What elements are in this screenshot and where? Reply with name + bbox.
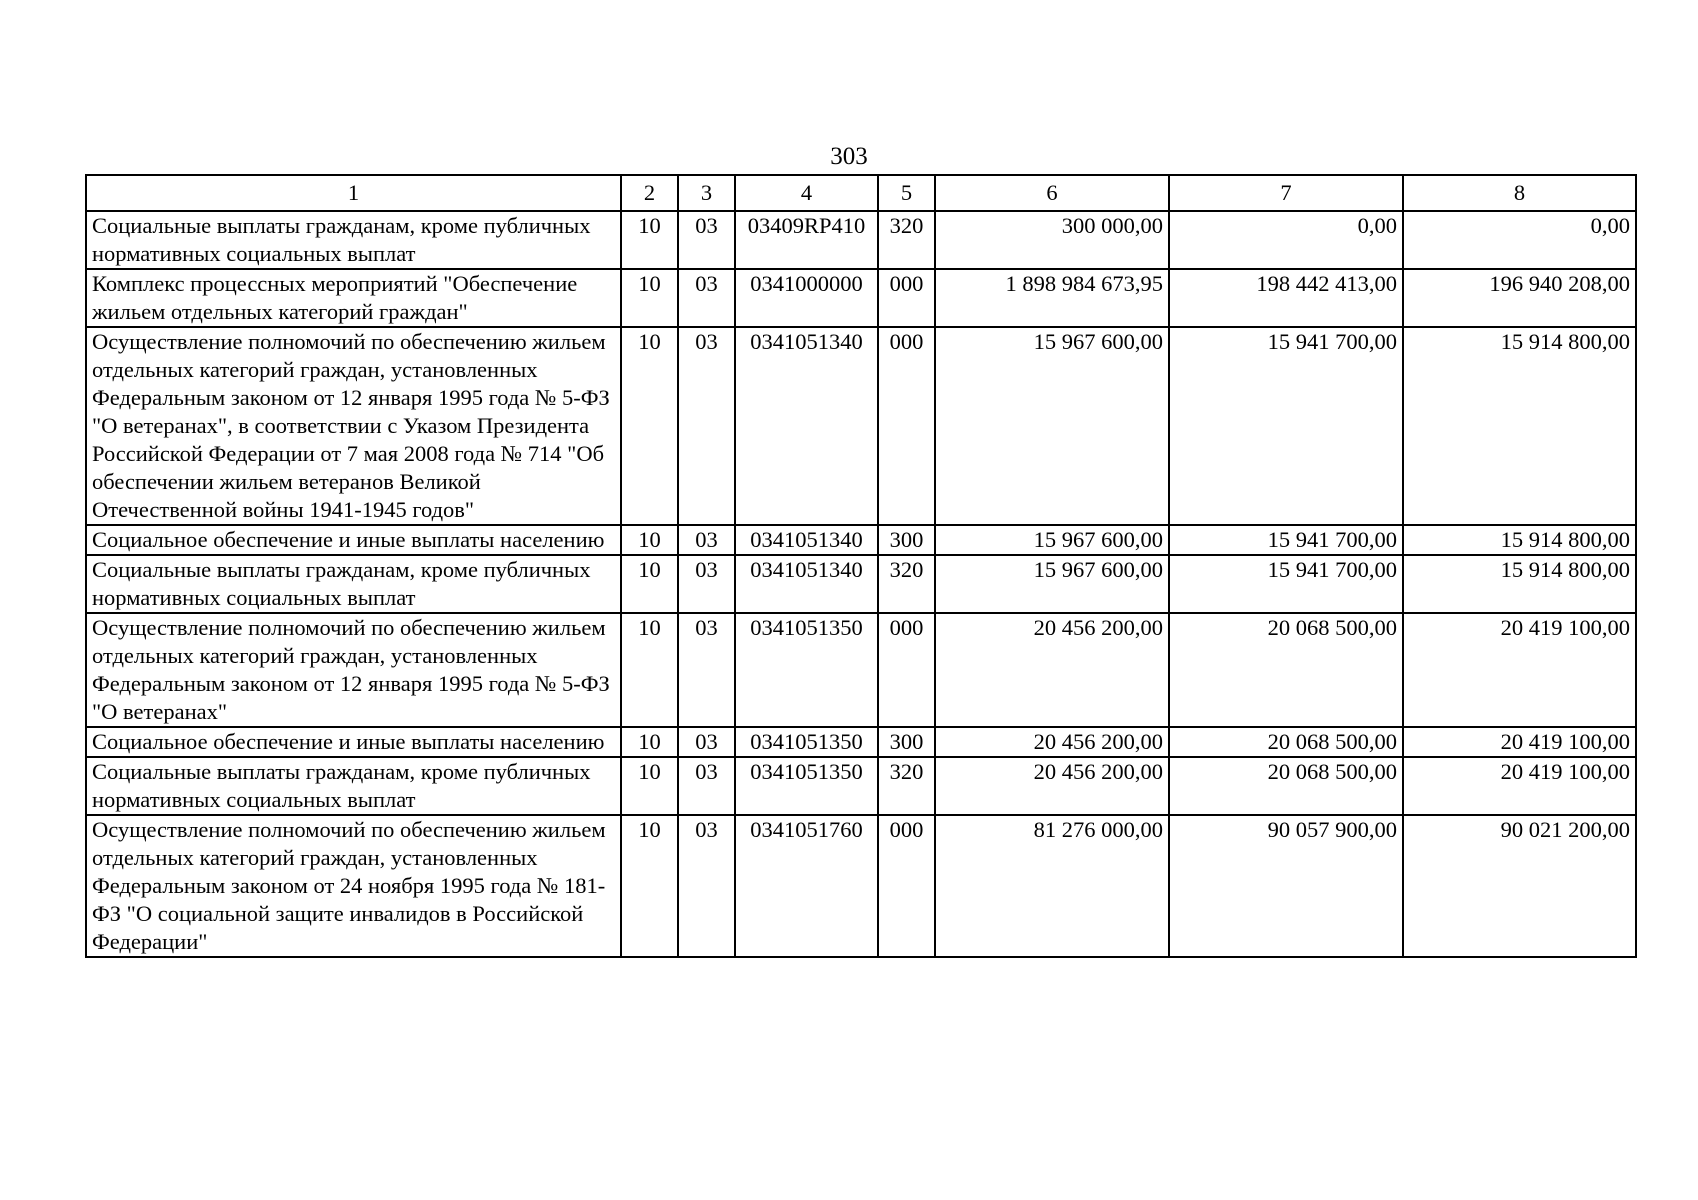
row-name: Социальные выплаты гражданам, кроме публичных нормативных социальных выплат [86, 757, 621, 815]
subsection-code: 03 [678, 269, 735, 327]
amount-col-6: 15 967 600,00 [935, 525, 1169, 555]
row-name: Социальные выплаты гражданам, кроме публичных нормативных социальных выплат [86, 211, 621, 269]
amount-col-8: 0,00 [1403, 211, 1636, 269]
table-row [86, 327, 1636, 525]
table-row [86, 815, 1636, 957]
expense-type-code: 000 [878, 269, 935, 327]
table-row [86, 269, 1636, 327]
target-article-code: 03409RP410 [735, 211, 878, 269]
column-header-4: 4 [735, 175, 878, 211]
table-row [86, 757, 1636, 815]
subsection-code: 03 [678, 525, 735, 555]
amount-col-7: 15 941 700,00 [1169, 327, 1403, 525]
section-code: 10 [621, 327, 678, 525]
expense-type-code: 300 [878, 727, 935, 757]
section-code: 10 [621, 211, 678, 269]
amount-col-7: 15 941 700,00 [1169, 525, 1403, 555]
amount-col-8: 90 021 200,00 [1403, 815, 1636, 957]
row-name: Осуществление полномочий по обеспечению жильем отдельных категорий граждан, установленных Федеральным законом от 24 ноября 1995 года № 181-ФЗ "О социальной защите инвалидов в Российской Федерации" [86, 815, 621, 957]
section-code: 10 [621, 525, 678, 555]
column-header-5: 5 [878, 175, 935, 211]
column-header-6: 6 [935, 175, 1169, 211]
target-article-code: 0341000000 [735, 269, 878, 327]
column-header-8: 8 [1403, 175, 1636, 211]
section-code: 10 [621, 727, 678, 757]
row-name: Социальные выплаты гражданам, кроме публичных нормативных социальных выплат [86, 555, 621, 613]
section-code: 10 [621, 815, 678, 957]
column-header-2: 2 [621, 175, 678, 211]
row-name: Социальное обеспечение и иные выплаты населению [86, 525, 621, 555]
expense-type-code: 300 [878, 525, 935, 555]
table-row [86, 555, 1636, 613]
header-row [86, 175, 1636, 211]
amount-col-7: 15 941 700,00 [1169, 555, 1403, 613]
subsection-code: 03 [678, 211, 735, 269]
target-article-code: 0341051350 [735, 613, 878, 727]
expense-type-code: 000 [878, 613, 935, 727]
table-row [86, 613, 1636, 727]
amount-col-8: 15 914 800,00 [1403, 555, 1636, 613]
table-row [86, 211, 1636, 269]
section-code: 10 [621, 555, 678, 613]
amount-col-6: 15 967 600,00 [935, 327, 1169, 525]
amount-col-8: 15 914 800,00 [1403, 327, 1636, 525]
subsection-code: 03 [678, 757, 735, 815]
subsection-code: 03 [678, 613, 735, 727]
target-article-code: 0341051350 [735, 757, 878, 815]
expense-type-code: 320 [878, 555, 935, 613]
amount-col-6: 15 967 600,00 [935, 555, 1169, 613]
subsection-code: 03 [678, 815, 735, 957]
amount-col-7: 20 068 500,00 [1169, 613, 1403, 727]
expense-type-code: 320 [878, 211, 935, 269]
target-article-code: 0341051340 [735, 525, 878, 555]
subsection-code: 03 [678, 327, 735, 525]
row-name: Осуществление полномочий по обеспечению жильем отдельных категорий граждан, установленных Федеральным законом от 12 января 1995 года № 5-ФЗ "О ветеранах" [86, 613, 621, 727]
amount-col-7: 20 068 500,00 [1169, 757, 1403, 815]
amount-col-7: 198 442 413,00 [1169, 269, 1403, 327]
target-article-code: 0341051340 [735, 327, 878, 525]
table-row [86, 525, 1636, 555]
budget-table [85, 174, 1637, 958]
amount-col-7: 0,00 [1169, 211, 1403, 269]
table-row [86, 727, 1636, 757]
expense-type-code: 000 [878, 815, 935, 957]
amount-col-8: 20 419 100,00 [1403, 757, 1636, 815]
expense-type-code: 320 [878, 757, 935, 815]
amount-col-6: 20 456 200,00 [935, 727, 1169, 757]
row-name: Комплекс процессных мероприятий "Обеспечение жильем отдельных категорий граждан" [86, 269, 621, 327]
section-code: 10 [621, 269, 678, 327]
expense-type-code: 000 [878, 327, 935, 525]
amount-col-7: 20 068 500,00 [1169, 727, 1403, 757]
amount-col-7: 90 057 900,00 [1169, 815, 1403, 957]
target-article-code: 0341051350 [735, 727, 878, 757]
row-name: Осуществление полномочий по обеспечению жильем отдельных категорий граждан, установленных Федеральным законом от 12 января 1995 года № 5-ФЗ "О ветеранах", в соответствии с Указом Президента Российской Федерации от 7 мая 2008 года № 714 "Об обеспечении жильем ветеранов Великой Отечественной войны 1941-1945 годов" [86, 327, 621, 525]
target-article-code: 0341051760 [735, 815, 878, 957]
amount-col-6: 81 276 000,00 [935, 815, 1169, 957]
amount-col-8: 20 419 100,00 [1403, 727, 1636, 757]
subsection-code: 03 [678, 555, 735, 613]
amount-col-6: 1 898 984 673,95 [935, 269, 1169, 327]
section-code: 10 [621, 757, 678, 815]
target-article-code: 0341051340 [735, 555, 878, 613]
column-header-3: 3 [678, 175, 735, 211]
amount-col-8: 20 419 100,00 [1403, 613, 1636, 727]
column-header-7: 7 [1169, 175, 1403, 211]
column-header-1: 1 [86, 175, 621, 211]
amount-col-6: 300 000,00 [935, 211, 1169, 269]
amount-col-6: 20 456 200,00 [935, 757, 1169, 815]
amount-col-8: 15 914 800,00 [1403, 525, 1636, 555]
page-number: 303 [830, 143, 868, 170]
row-name: Социальное обеспечение и иные выплаты населению [86, 727, 621, 757]
section-code: 10 [621, 613, 678, 727]
amount-col-8: 196 940 208,00 [1403, 269, 1636, 327]
amount-col-6: 20 456 200,00 [935, 613, 1169, 727]
subsection-code: 03 [678, 727, 735, 757]
